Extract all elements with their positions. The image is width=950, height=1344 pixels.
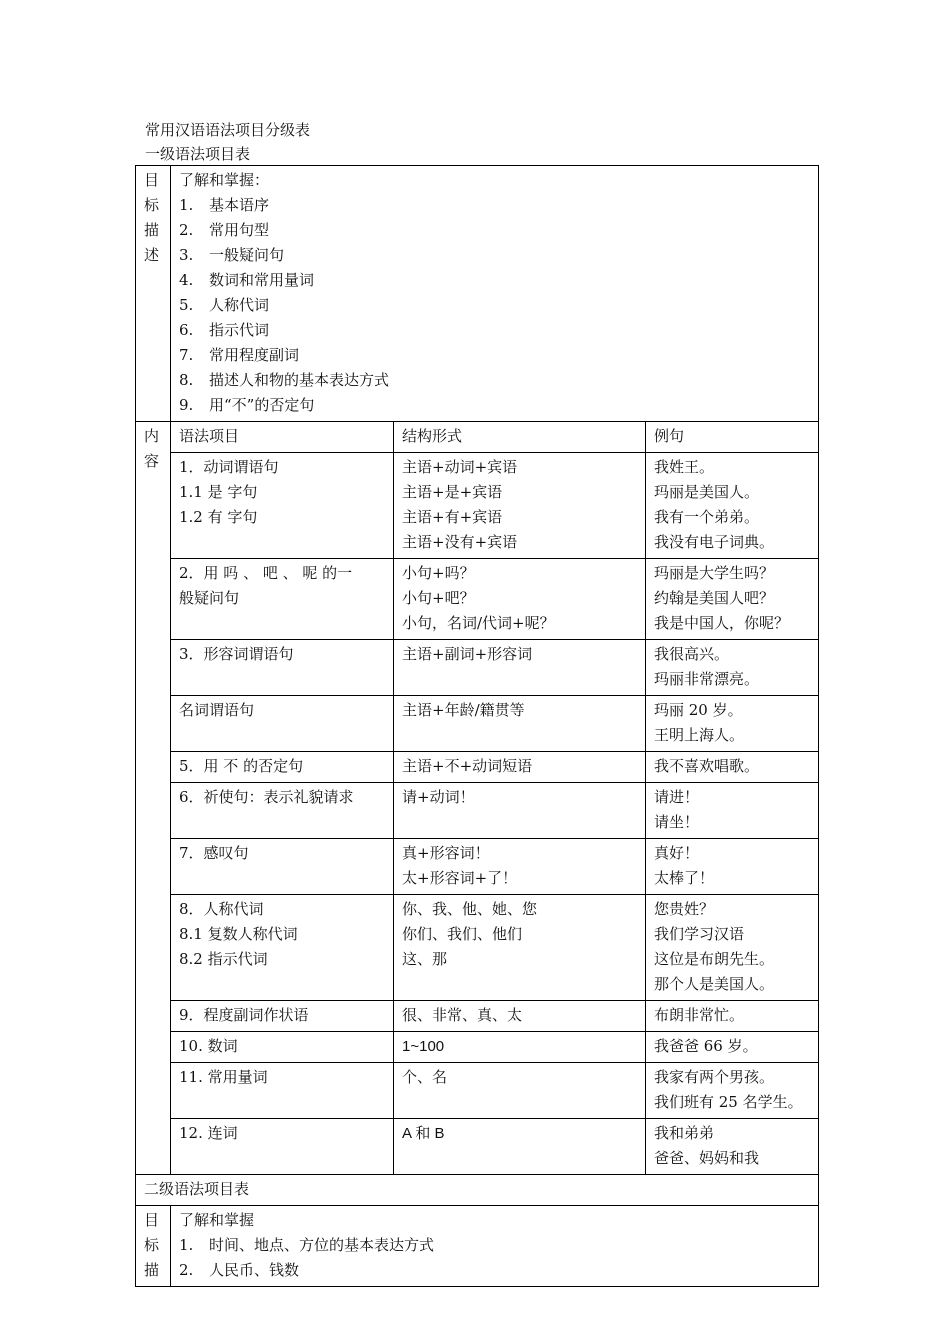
- grammar-item-cell: 11. 常用量词: [171, 1063, 394, 1119]
- example-cell: 您贵姓？ 我们学习汉语 这位是布朗先生。 那个人是美国人。: [646, 895, 819, 1001]
- structure-cell: 个、名: [394, 1063, 646, 1119]
- grammar-item-cell: 9．程度副词作状语: [171, 1001, 394, 1032]
- example-cell: 请进！ 请坐！: [646, 783, 819, 839]
- table-row: [136, 839, 819, 895]
- grammar-item-cell: 8．人称代词 8.1 复数人称代词 8.2 指示代词: [171, 895, 394, 1001]
- structure-cell: 你、我、他、她、您 你们、我们、他们 这、那: [394, 895, 646, 1001]
- goal-item: 3. 一般疑问句: [179, 246, 285, 264]
- structure-cell: 主语+动词+宾语 主语+是+宾语 主语+有+宾语 主语+没有+宾语: [394, 453, 646, 559]
- structure-cell: 主语+不+动词短语: [394, 752, 646, 783]
- example-cell: 我家有两个男孩。 我们班有 25 名学生。: [646, 1063, 819, 1119]
- goal-item: 4. 数词和常用量词: [179, 271, 315, 289]
- goal-item: 5. 人称代词: [179, 296, 270, 314]
- example-cell: 玛丽 20 岁。 王明上海人。: [646, 696, 819, 752]
- grammar-item-cell: 2．用 吗 、 吧 、 呢 的一 般疑问句: [171, 559, 394, 640]
- document-title: 常用汉语语法项目分级表: [145, 121, 311, 139]
- goal-item: 9. 用“不”的否定句: [179, 396, 315, 414]
- goal-item: 6. 指示代词: [179, 321, 270, 339]
- table-row: [136, 1032, 819, 1063]
- example-cell: 我不喜欢唱歌。: [646, 752, 819, 783]
- goal-intro: 了解和掌握: [179, 1211, 255, 1229]
- structure-cell: 请+动词！: [394, 783, 646, 839]
- table-row: [136, 1119, 819, 1175]
- grammar-item-cell: 6．祈使句：表示礼貌请求: [171, 783, 394, 839]
- example-cell: 我姓王。 玛丽是美国人。 我有一个弟弟。 我没有电子词典。: [646, 453, 819, 559]
- goal-item: 8. 描述人和物的基本表达方式: [179, 371, 390, 389]
- grammar-item-cell: 10. 数词: [171, 1032, 394, 1063]
- table-row: [136, 696, 819, 752]
- example-cell: 我和弟弟 爸爸、妈妈和我: [646, 1119, 819, 1175]
- structure-cell: 真+形容词！ 太+形容词+了！: [394, 839, 646, 895]
- goal-item: 2. 常用句型: [179, 221, 270, 239]
- structure-cell: 小句+吗？ 小句+吧？ 小句，名词/代词+呢？: [394, 559, 646, 640]
- level2-heading: 二级语法项目表: [136, 1175, 819, 1206]
- grammar-table: [135, 165, 819, 1287]
- goal-label: 目 标 描 述: [136, 166, 171, 422]
- table-row: [136, 895, 819, 1001]
- example-cell: 布朗非常忙。: [646, 1001, 819, 1032]
- table-row: [136, 640, 819, 696]
- table-row: [136, 1063, 819, 1119]
- example-cell: 我很高兴。 玛丽非常漂亮。: [646, 640, 819, 696]
- column-header-structure: 结构形式: [394, 422, 646, 453]
- table-row: [136, 559, 819, 640]
- structure-cell: A 和 B: [394, 1119, 646, 1175]
- goal-description: [171, 166, 819, 422]
- structure-cell: 主语+年龄/籍贯等: [394, 696, 646, 752]
- table-row: [136, 1001, 819, 1032]
- goal-item: 1. 基本语序: [179, 196, 270, 214]
- example-cell: 真好！ 太棒了！: [646, 839, 819, 895]
- example-cell: 我爸爸 66 岁。: [646, 1032, 819, 1063]
- grammar-item-cell: 1．动词谓语句 1.1 是 字句 1.2 有 字句: [171, 453, 394, 559]
- level2-heading-row: [136, 1175, 819, 1206]
- grammar-item-cell: 名词谓语句: [171, 696, 394, 752]
- goal-item: 2. 人民币、钱数: [179, 1261, 300, 1279]
- level1-heading: 一级语法项目表: [145, 145, 251, 163]
- level2-goal-label: 目 标 描: [136, 1206, 171, 1287]
- level2-goal-row: [136, 1206, 819, 1287]
- table-row: [136, 453, 819, 559]
- column-header-example: 例句: [646, 422, 819, 453]
- level1-goal-row: [136, 166, 819, 422]
- goal-item: 7. 常用程度副词: [179, 346, 300, 364]
- structure-cell: 1~100: [394, 1032, 646, 1063]
- column-header-row: [136, 422, 819, 453]
- goal-intro: 了解和掌握：: [179, 171, 270, 189]
- table-row: [136, 783, 819, 839]
- example-cell: 玛丽是大学生吗？ 约翰是美国人吧？ 我是中国人，你呢？: [646, 559, 819, 640]
- grammar-item-cell: 5．用 不 的否定句: [171, 752, 394, 783]
- column-header-item: 语法项目: [171, 422, 394, 453]
- structure-cell: 很、非常、真、太: [394, 1001, 646, 1032]
- goal-item: 1. 时间、地点、方位的基本表达方式: [179, 1236, 435, 1254]
- content-label: 内 容: [136, 422, 171, 1175]
- level2-goal-description: [171, 1206, 819, 1287]
- structure-cell: 主语+副词+形容词: [394, 640, 646, 696]
- grammar-item-cell: 12. 连词: [171, 1119, 394, 1175]
- table-row: [136, 752, 819, 783]
- grammar-item-cell: 7．感叹句: [171, 839, 394, 895]
- grammar-item-cell: 3．形容词谓语句: [171, 640, 394, 696]
